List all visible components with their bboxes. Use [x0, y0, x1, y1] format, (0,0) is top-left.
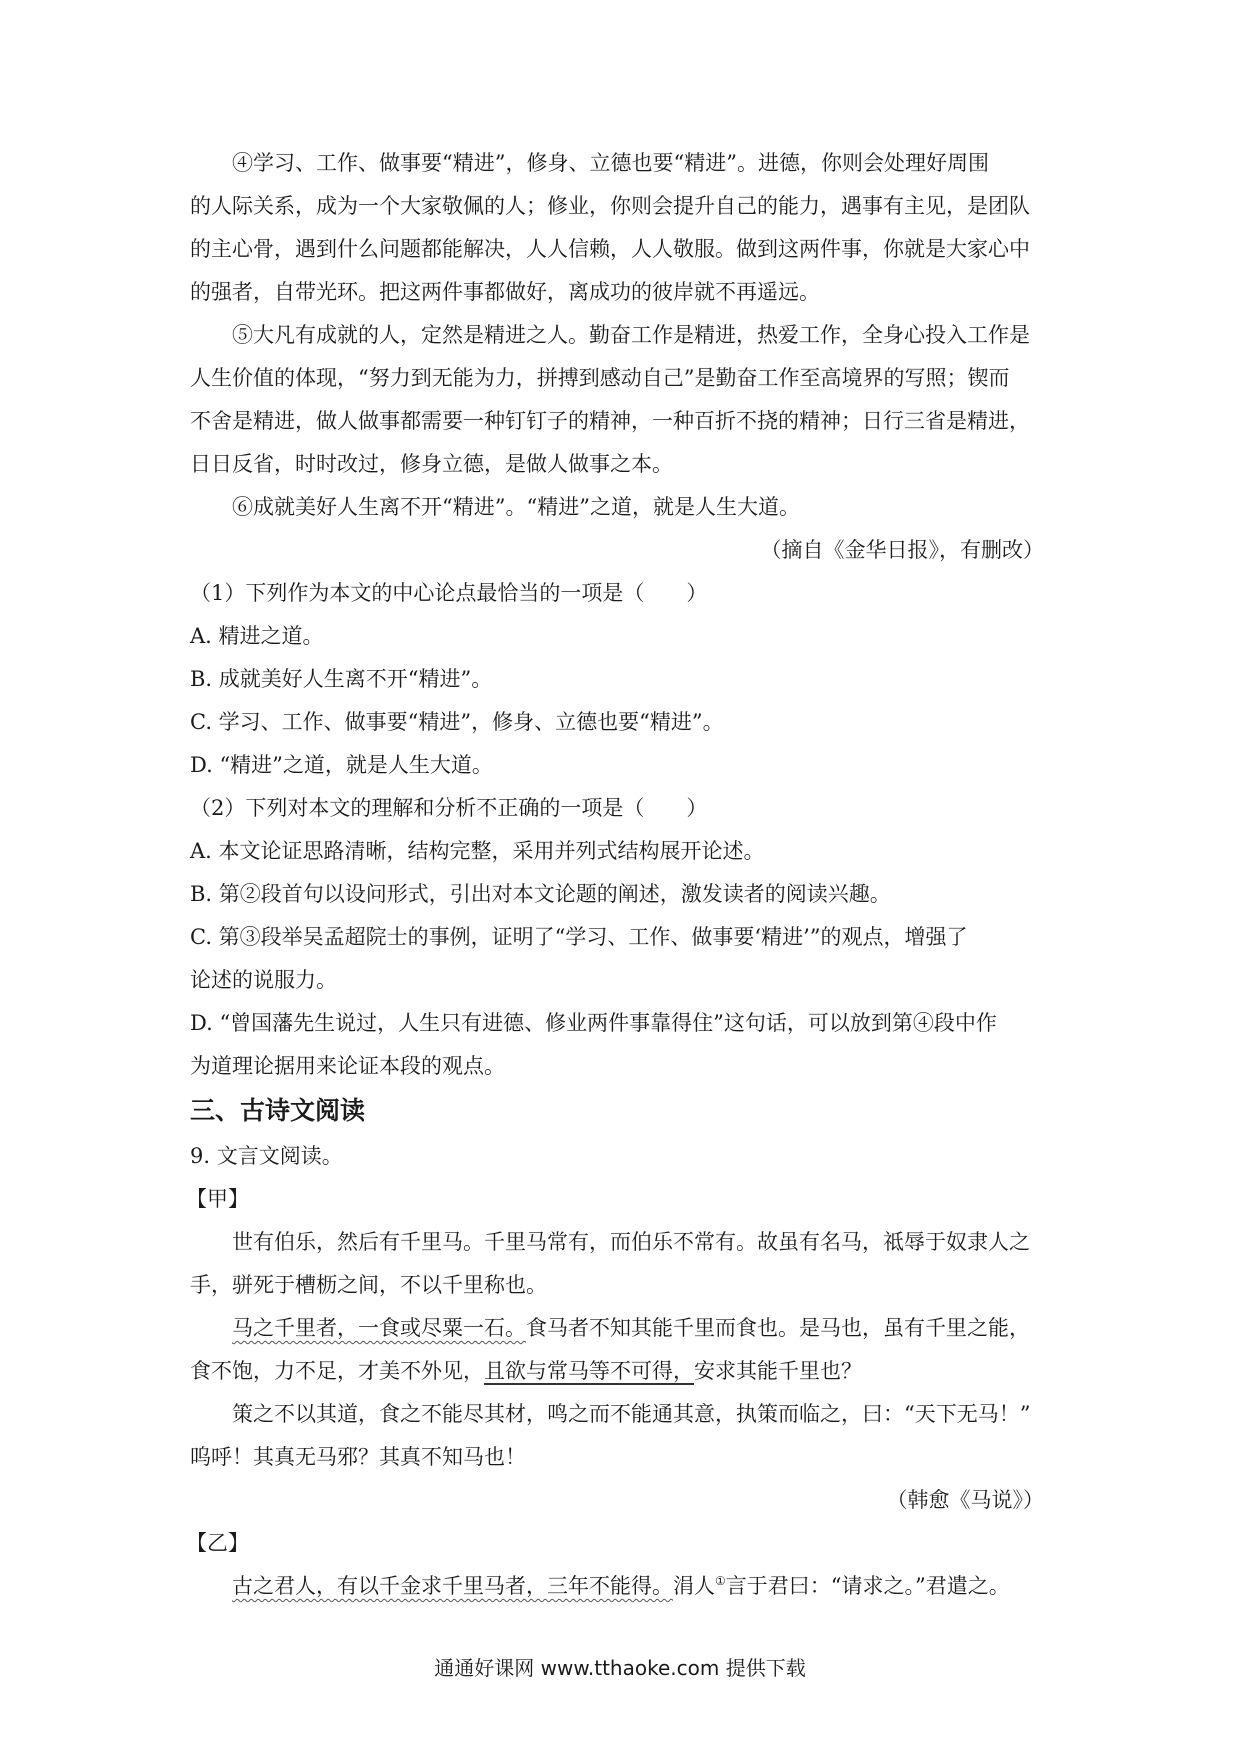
question-2-option-c-line2: 论述的说服力。: [190, 968, 337, 992]
passage-yi-label: 【乙】: [186, 1531, 249, 1555]
jia-para1-line1: 世有伯乐，然后有千里马。千里马常有，而伯乐不常有。故虽有名马，祗辱于奴隶人之: [232, 1230, 1030, 1254]
jia-para2-line2: [190, 1356, 862, 1386]
jia-para2-line2-start: 食不饱，力不足，才美不外见，: [190, 1359, 484, 1383]
wavy-underlined-sentence: 马之千里者，一食或尽粟一石。: [232, 1316, 526, 1340]
question-2-option-b: B. 第②段首句以设问形式，引出对本文论题的阐述，激发读者的阅读兴趣。: [190, 882, 891, 906]
question-1-stem: （1）下列作为本文的中心论点最恰当的一项是（ ）: [190, 581, 708, 605]
jia-para3-line1: 策之不以其道，食之不能尽其材，鸣之而不能通其意，执策而临之，曰：“天下无马！”: [232, 1402, 1031, 1426]
question-9-title: 9. 文言文阅读。: [190, 1144, 343, 1168]
footer-watermark: 通通好课网 www.tthaoke.com 提供下载: [434, 1656, 806, 1680]
section-heading: 三、古诗文阅读: [190, 1096, 366, 1125]
para4-line1: ④学习、工作、做事要“精进”，修身、立德也要“精进”。进德，你则会处理好周围: [232, 151, 989, 175]
para4-line3: 的主心骨，遇到什么问题都能解决，人人信赖，人人敬服。做到这两件事，你就是大家心中: [190, 237, 1030, 261]
jia-para3-line2: 呜呼！其真无马邪？其真不知马也！: [190, 1445, 526, 1469]
para5-line3: 不舍是精进，做人做事都需要一种钉钉子的精神，一种百折不挠的精神；日行三省是精进，: [190, 409, 1030, 433]
yi-para1-line1: [232, 1571, 1010, 1601]
jia-para1-line2: 手，骈死于槽枥之间，不以千里称也。: [190, 1273, 547, 1297]
footnote-marker: ①: [715, 1574, 726, 1588]
para6: ⑥成就美好人生离不开“精进”。“精进”之道，就是人生大道。: [232, 495, 800, 519]
solid-underlined-sentence: 且欲与常马等不可得，: [484, 1359, 694, 1383]
source-citation-1: （摘自《金华日报》，有删改）: [760, 538, 1044, 562]
question-1-option-b: B. 成就美好人生离不开“精进”。: [190, 667, 493, 691]
para5-line4: 日日反省，时时改过，修身立德，是做人做事之本。: [190, 452, 673, 476]
question-2-option-c-line1: C. 第③段举吴孟超院士的事例，证明了“学习、工作、做事要‘精进’”的观点，增强了: [190, 925, 968, 949]
question-1-option-d: D. “精进”之道，就是人生大道。: [190, 753, 493, 777]
para5-line1: ⑤大凡有成就的人，定然是精进之人。勤奋工作是精进，热爱工作，全身心投入工作是: [232, 323, 1030, 347]
question-2-option-d-line2: 为道理论据用来论证本段的观点。: [190, 1054, 505, 1078]
wavy-underlined-sentence-yi: 古之君人，有以千金求千里马者，三年不能得。: [232, 1574, 673, 1598]
source-citation-2: （韩愈《马说》）: [886, 1488, 1044, 1512]
jia-para2-line2-rest: 安求其能千里也？: [694, 1359, 862, 1383]
question-1-option-a: A. 精进之道。: [190, 624, 324, 648]
question-2-stem: （2）下列对本文的理解和分析不正确的一项是（ ）: [190, 796, 708, 820]
yi-line1-rest-a: 涓人: [673, 1574, 715, 1598]
passage-jia-label: 【甲】: [186, 1187, 249, 1211]
question-1-option-c: C. 学习、工作、做事要“精进”，修身、立德也要“精进”。: [190, 710, 724, 734]
question-2-option-d-line1: D. “曾国藩先生说过，人生只有进德、修业两件事靠得住”这句话，可以放到第④段中作: [190, 1011, 997, 1035]
jia-para2-line1: [232, 1313, 1030, 1343]
para4-line4: 的强者，自带光环。把这两件事都做好，离成功的彼岸就不再遥远。: [190, 280, 820, 304]
yi-line1-rest-b: 言于君曰：“请求之。”君遣之。: [725, 1574, 1010, 1598]
question-2-option-a: A. 本文论证思路清晰，结构完整，采用并列式结构展开论述。: [190, 839, 765, 863]
para5-line2: 人生价值的体现，“努力到无能为力，拼搏到感动自己”是勤奋工作至高境界的写照；锲而: [190, 366, 1010, 390]
para4-line2: 的人际关系，成为一个大家敬佩的人；修业，你则会提升自己的能力，遇事有主见，是团队: [190, 194, 1030, 218]
jia-para2-line1-rest: 食马者不知其能千里而食也。是马也，虽有千里之能，: [526, 1316, 1030, 1340]
